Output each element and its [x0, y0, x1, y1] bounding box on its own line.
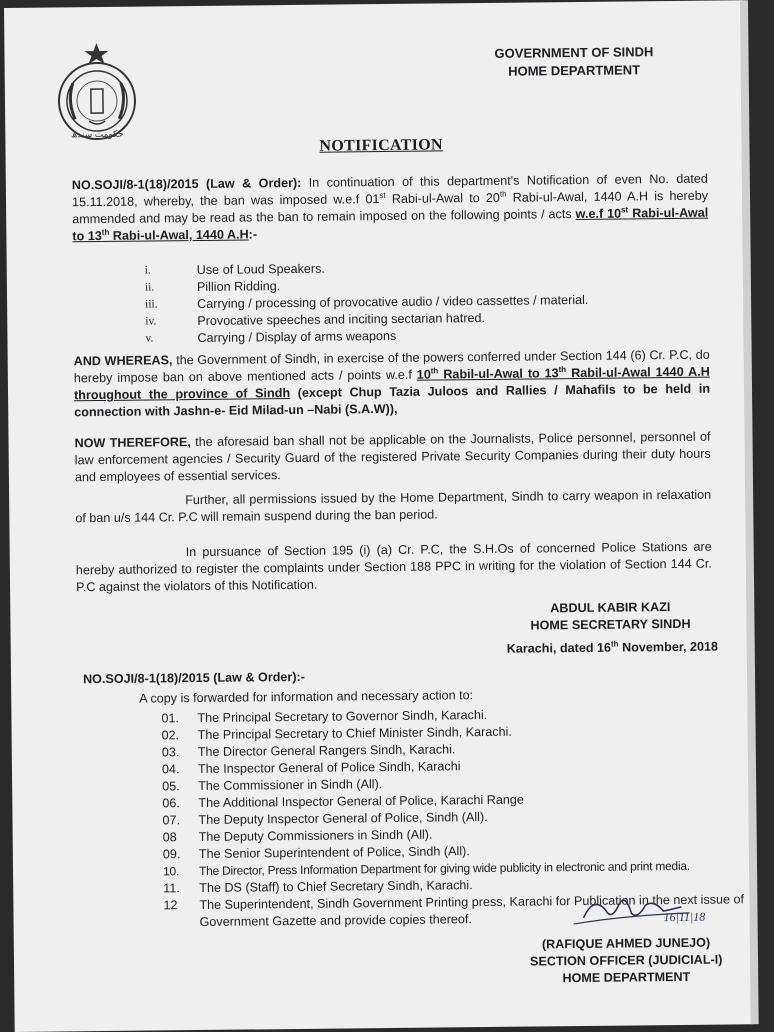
dated-line: Karachi, dated 16th November, 2018 — [506, 639, 719, 656]
list-item: iii. Carrying / processing of provocative audio / video cassettes / material. — [145, 292, 589, 311]
copy-reference-number: NO.SOJI/8-1(18)/2015 (Law & Order):- — [82, 669, 305, 687]
section-officer-name: (RAFIQUE AHMED JUNEJO) — [541, 935, 711, 952]
signatory-name: ABDUL KABIR KAZI — [550, 600, 671, 616]
section-officer-block — [530, 935, 723, 988]
list-item: 09. The Senior Superintendent of Police, Sindh (All). — [162, 844, 470, 862]
ban-period-province: 10th Rabil-ul-Awal to 13th Rabil-ul-Awal 1440 A.H throughout the province of Sindh — [73, 364, 710, 403]
ban-period: w.e.f 10st Rabi-ul-Awal to 13th Rabi-ul-Awal, 1440 A.H — [72, 205, 709, 244]
exception-clause: (except Chup Tazia Juloos and Rallies / Mahafils to be held in connection with Jashn-e- Eid Milad-un –Nabi (S.A.W)), — [74, 381, 711, 420]
list-item: iv. Provocative speeches and inciting sectarian hatred. — [145, 310, 486, 328]
list-item: ii. Pillion Ridding. — [144, 279, 281, 294]
list-item: 07. The Deputy Inspector General of Police, Sindh (All). — [162, 809, 488, 828]
letterhead-government: GOVERNMENT OF SINDH — [494, 44, 654, 61]
ban-items-list — [145, 258, 589, 348]
list-item: 10. The Director, Press Information Department for giving wide publicity in electronic and print media. — [162, 858, 690, 879]
section-officer-department: HOME DEPARTMENT — [562, 969, 691, 986]
list-item: 05. The Commissioner in Sindh (All). — [162, 777, 383, 794]
svg-text:16|11|18: 16|11|18 — [663, 909, 706, 925]
list-item: 03. The Director General Rangers Sindh, Karachi. — [161, 742, 456, 760]
government-seal-icon — [50, 41, 143, 146]
notification-title: NOTIFICATION — [319, 136, 443, 155]
handwritten-signature-icon — [513, 890, 733, 932]
list-item: 11. The DS (Staff) to Chief Secretary Sindh, Karachi. — [163, 878, 473, 896]
notification-paragraph-1: NO.SOJI/8-1(18)/2015 (Law & Order): In continuation of this department's Notification of even No. dated 15.11.2018, whereby, the ban was imposed w.e.f 01st Rabi-ul-Awal to 20th Rabi-ul-Awal, 1440 A.H is hereby ammended and may be read as the ban to remain imposed on the following points / acts w.e.f 10st Rabi-ul-Awal to 13th Rabi-ul-Awal, 1440 A.H:- — [71, 171, 709, 244]
letterhead-department: HOME DEPARTMENT — [508, 62, 641, 79]
reference-number: NO.SOJI/8-1(18)/2015 (Law & Order): — [71, 175, 302, 193]
list-item: 01. The Principal Secretary to Governor Sindh, Karachi. — [161, 707, 488, 726]
list-item: i. Use of Loud Speakers. — [144, 261, 325, 277]
list-item: v. Carrying / Display of arms weapons — [145, 328, 397, 345]
svg-text:حکومت سندھ: حکومت سندھ — [70, 128, 124, 140]
list-item: 06. The Additional Inspector General of Police, Karachi Range — [162, 792, 524, 811]
notification-paragraph-4: Further, all permissions issued by the Home Department, Sindh to carry weapon in relaxation of ban u/s 144 Cr. P.C will remain suspend during the ban period. — [75, 487, 712, 526]
notification-paragraph-3: NOW THEREFORE, the aforesaid ban shall not be applicable on the Journalists, Police personnel, personnel of law enforcement agencies / Security Guard of the registered Private Security Companies during their duty hours and employees of essential services. — [74, 429, 711, 485]
copy-intro: A copy is forwarded for information and necessary action to: — [139, 688, 474, 706]
notification-paragraph-5: In pursuance of Section 195 (i) (a) Cr. P.C, the S.H.Os of concerned Police Stations are hereby authorized to register the complaints under Section 188 PPC in writing for the violation of Section 144 Cr. P.C against the violators of this Notification. — [75, 539, 712, 595]
list-item: 02. The Principal Secretary to Chief Minister Sindh, Karachi. — [161, 724, 512, 743]
document-page — [4, 0, 753, 1032]
signatory-block — [530, 599, 690, 635]
signatory-designation: HOME SECRETARY SINDH — [530, 616, 691, 633]
notification-paragraph-2: AND WHEREAS, the Government of Sindh, in exercise of the powers conferred under Section 144 (6) Cr. P.C, do hereby impose ban on above mentioned acts / points w.e.f 10th Rabil-ul-Awal to 13th Rabil-ul-Awal 1440 A.H throughout the province of Sindh (except Chup Tazia Juloos and Rallies / Mahafils to be held in connection with Jashn-e- Eid Milad-un –Nabi (S.A.W)), — [73, 347, 711, 420]
section-officer-designation: SECTION OFFICER (JUDICIAL-I) — [529, 952, 723, 969]
list-item: 04. The Inspector General of Police Sindh, Karachi — [161, 759, 461, 777]
letterhead — [494, 43, 653, 81]
list-item: 12 The Superintendent, Sindh Government Printing press, Karachi for Publication in the next issue of Government Gazette and provide copies thereof. — [163, 892, 745, 930]
list-item: 08 The Deputy Commissioners in Sindh (All). — [162, 827, 433, 845]
